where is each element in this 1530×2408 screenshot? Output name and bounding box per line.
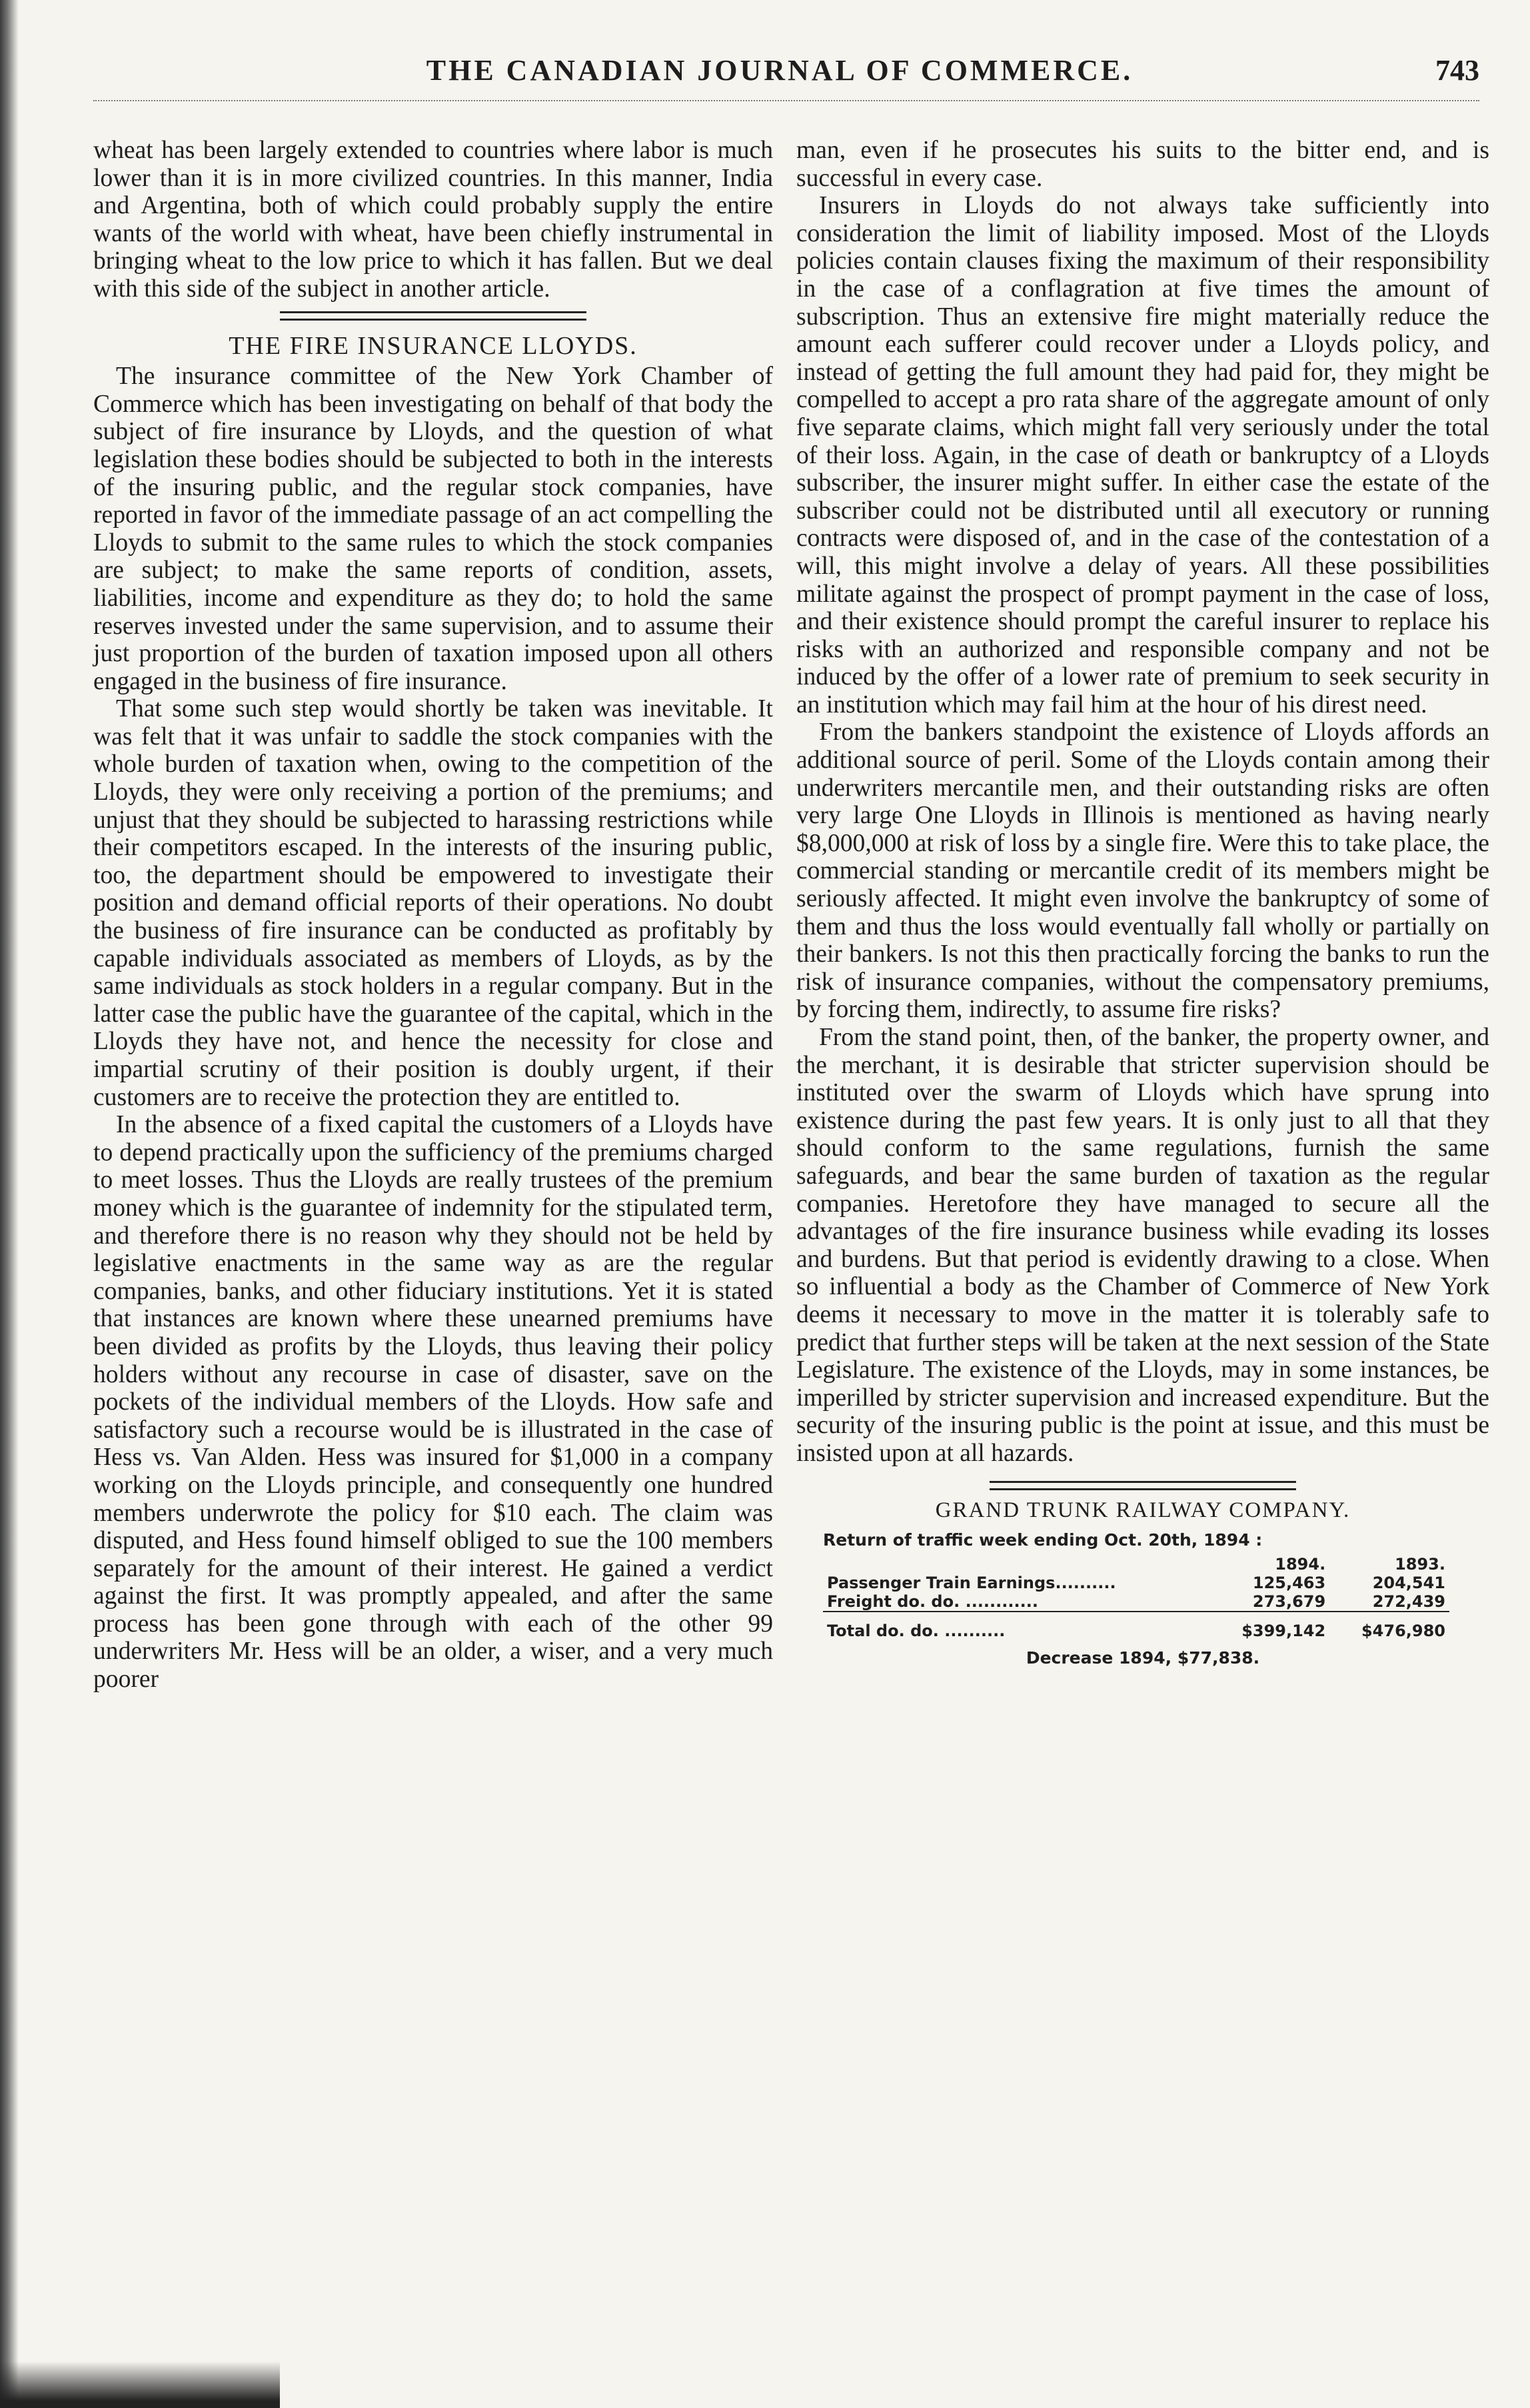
total-label: Total do. do. .......... bbox=[823, 1612, 1209, 1640]
page-number: 743 bbox=[1435, 54, 1479, 87]
decrease-note: Decrease 1894, $77,838. bbox=[1026, 1648, 1260, 1668]
year-header: 1893. bbox=[1395, 1555, 1445, 1574]
section-divider bbox=[280, 311, 586, 321]
article-paragraph: man, even if he prosecutes his suits to the bitter end, and is successful in every case. bbox=[796, 137, 1489, 192]
article-paragraph: The insurance committee of the New York Chamber of Commerce which has been investigating on behalf of that body the subject of fire insurance by Lloyds, and the question of what legislation these bodies should be subjected to both in the interests of the insuring public, and the regular stock companies, have reported in favor of the immediate passage of an act compelling the Lloyds to submit to the same rules to which the stock companies are subject; to make the same reports of condition, assets, liabilities, income and expenditure as they do; to hold the same reserves invested under the same supervision, and to assume their just proportion of the burden of taxation imposed upon all others engaged in the business of fire insurance. bbox=[93, 363, 773, 695]
article-paragraph: That some such step would shortly be taken was inevitable. It was felt that it was unfair to saddle the stock companies with the whole burden of taxation when, owing to the competition of the Lloyds, they were only receiving a portion of the premiums; and unjust that they should be subjected to harassing restrictions while their competitors escaped. In the interests of the insuring public, too, the department should be empowered to investigate their position and demand official reports of their operations. No doubt the business of fire insurance can be conducted as profitably by capable individuals associated as members of Lloyds, as by the same individuals as stock holders in a regular company. But in the latter case the public have the guarantee of the capital, which in the Lloyds they have not, and hence the necessity for close and impartial scrutiny of their position is doubly urgent, if their customers are to receive the protection they are entitled to. bbox=[93, 695, 773, 1111]
total-value: $399,142 bbox=[1209, 1612, 1329, 1640]
binding-edge bbox=[0, 0, 19, 2408]
row-value: 272,439 bbox=[1372, 1592, 1445, 1612]
table-row bbox=[823, 1592, 1449, 1612]
table-row bbox=[823, 1574, 1449, 1592]
article-title: THE FIRE INSURANCE LLOYDS. bbox=[229, 331, 638, 360]
article-paragraph: Insurers in Lloyds do not always take sufficiently into consideration the limit of liability imposed. Most of the Lloyds policies contain clauses fixing the maximum of their responsibility in the case of a conflagration at five times the amount of subscription. Thus an extensive fire might materially reduce the amount each sufferer could recover under a Lloyds policy, and instead of getting the full amount they had paid for, they might be compelled to accept a pro rata share of the aggregate amount of only five separate claims, which might fall very seriously under the total of their loss. Again, in the case of death or bankruptcy of a Lloyds subscriber, the insurer might suffer. In either case the estate of the subscriber could not be distributed until all executory or running contracts were disposed of, and in the case of the contestation of a will, this might involve a delay of years. All these possibilities militate against the prospect of prompt payment in the case of loss, and their existence should prompt the careful insurer to replace his risks with an authorized and responsible company and not be induced by the offer of a lower rate of premium to seek security in an institution which may fail him at the hour of his direst need. bbox=[796, 192, 1489, 718]
section-divider bbox=[990, 1481, 1296, 1490]
header-rule bbox=[93, 100, 1479, 101]
table-header-row bbox=[823, 1555, 1449, 1574]
grand-trunk-title: GRAND TRUNK RAILWAY COMPANY. bbox=[935, 1498, 1351, 1522]
page-header bbox=[80, 53, 1479, 100]
year-header: 1894. bbox=[1275, 1555, 1326, 1574]
row-label: Freight do. do. ............ bbox=[827, 1592, 1038, 1612]
row-label: Passenger Train Earnings.......... bbox=[827, 1574, 1116, 1593]
journal-title: THE CANADIAN JOURNAL OF COMMERCE. bbox=[426, 54, 1134, 87]
traffic-table bbox=[823, 1555, 1449, 1640]
total-value: $476,980 bbox=[1329, 1612, 1449, 1640]
total-row bbox=[823, 1612, 1449, 1640]
row-value: 125,463 bbox=[1252, 1574, 1326, 1593]
article-paragraph: In the absence of a fixed capital the customers of a Lloyds have to depend practically upon the sufficiency of the premiums charged to meet losses. Thus the Lloyds are really trustees of the premium money which is the guarantee of indemnity for the stipulated term, and therefore there is no reason why they should not be held by legislative enactments in the same way as are the regular companies, banks, and other fiduciary institutions. Yet it is stated that instances are known where these unearned premiums have been divided as profits by the Lloyds, thus leaving their policy holders without any recourse in case of disaster, save on the pockets of the individual members of the Lloyds. How safe and satisfactory such a recourse would be is illustrated in the case of Hess vs. Van Alden. Hess was insured for $1,000 in a company working on the Lloyds principle, and consequently one hundred members underwrote the policy for $10 each. The claim was disputed, and Hess found himself obliged to sue the 100 members separately for the amount of their interest. He gained a verdict against the first. It was promptly appealed, and after the same process has been gone through with each of the other 99 underwriters Mr. Hess will be an older, a wiser, and a very much poorer bbox=[93, 1111, 773, 1694]
article-paragraph: From the stand point, then, of the banker, the property owner, and the merchant, it is desirable that stricter supervision should be instituted over the swarm of Lloyds which have sprung into existence during the past few years. It is only just to all that they should conform to the same regulations, furnish the same safeguards, and bear the same burden of taxation as the regular companies. Heretofore they have managed to secure all the advantages of the fire insurance business while evading its losses and burdens. But that period is evidently drawing to a close. When so influential a body as the Chamber of Commerce of New York deems it necessary to move in the matter it is tolerably safe to predict that further steps will be taken at the next session of the State Legislature. The existence of the Lloyds, may in some instances, be imperilled by stricter supervision and increased expenditure. But the security of the insuring public is the point at issue, and this must be insisted upon at all hazards. bbox=[796, 1024, 1489, 1467]
row-value: 273,679 bbox=[1252, 1592, 1326, 1612]
intro-paragraph: wheat has been largely extended to countries where labor is much lower than it is in more civilized countries. In this manner, India and Argentina, both of which could probably supply the entire wants of the world with wheat, have been chiefly instrumental in bringing wheat to the low price to which it has fallen. But we deal with this side of the subject in another article. bbox=[93, 137, 773, 303]
grand-trunk-section bbox=[796, 1481, 1489, 1672]
grand-trunk-subtitle: Return of traffic week ending Oct. 20th, 1894 : bbox=[823, 1530, 1263, 1550]
left-column bbox=[93, 137, 773, 1694]
row-value: 204,541 bbox=[1372, 1574, 1445, 1593]
article-paragraph: From the bankers standpoint the existence of Lloyds affords an additional source of peril. Some of the Lloyds contain among their underwriters mercantile men, and their outstanding risks are often very large One Lloyds in Illinois is mentioned as having nearly $8,000,000 at risk of loss by a single fire. Were this to take place, the commercial standing or mercantile credit of its members might be seriously affected. It might even involve the bankruptcy of some of them and thus the loss would eventually fall wholly or partially on their bankers. Is not this then practically forcing the banks to run the risk of insurance companies, without the compensatory premiums, by forcing them, indirectly, to assume fire risks? bbox=[796, 718, 1489, 1024]
page-corner-shadow bbox=[0, 2361, 280, 2408]
right-column bbox=[796, 137, 1489, 1672]
